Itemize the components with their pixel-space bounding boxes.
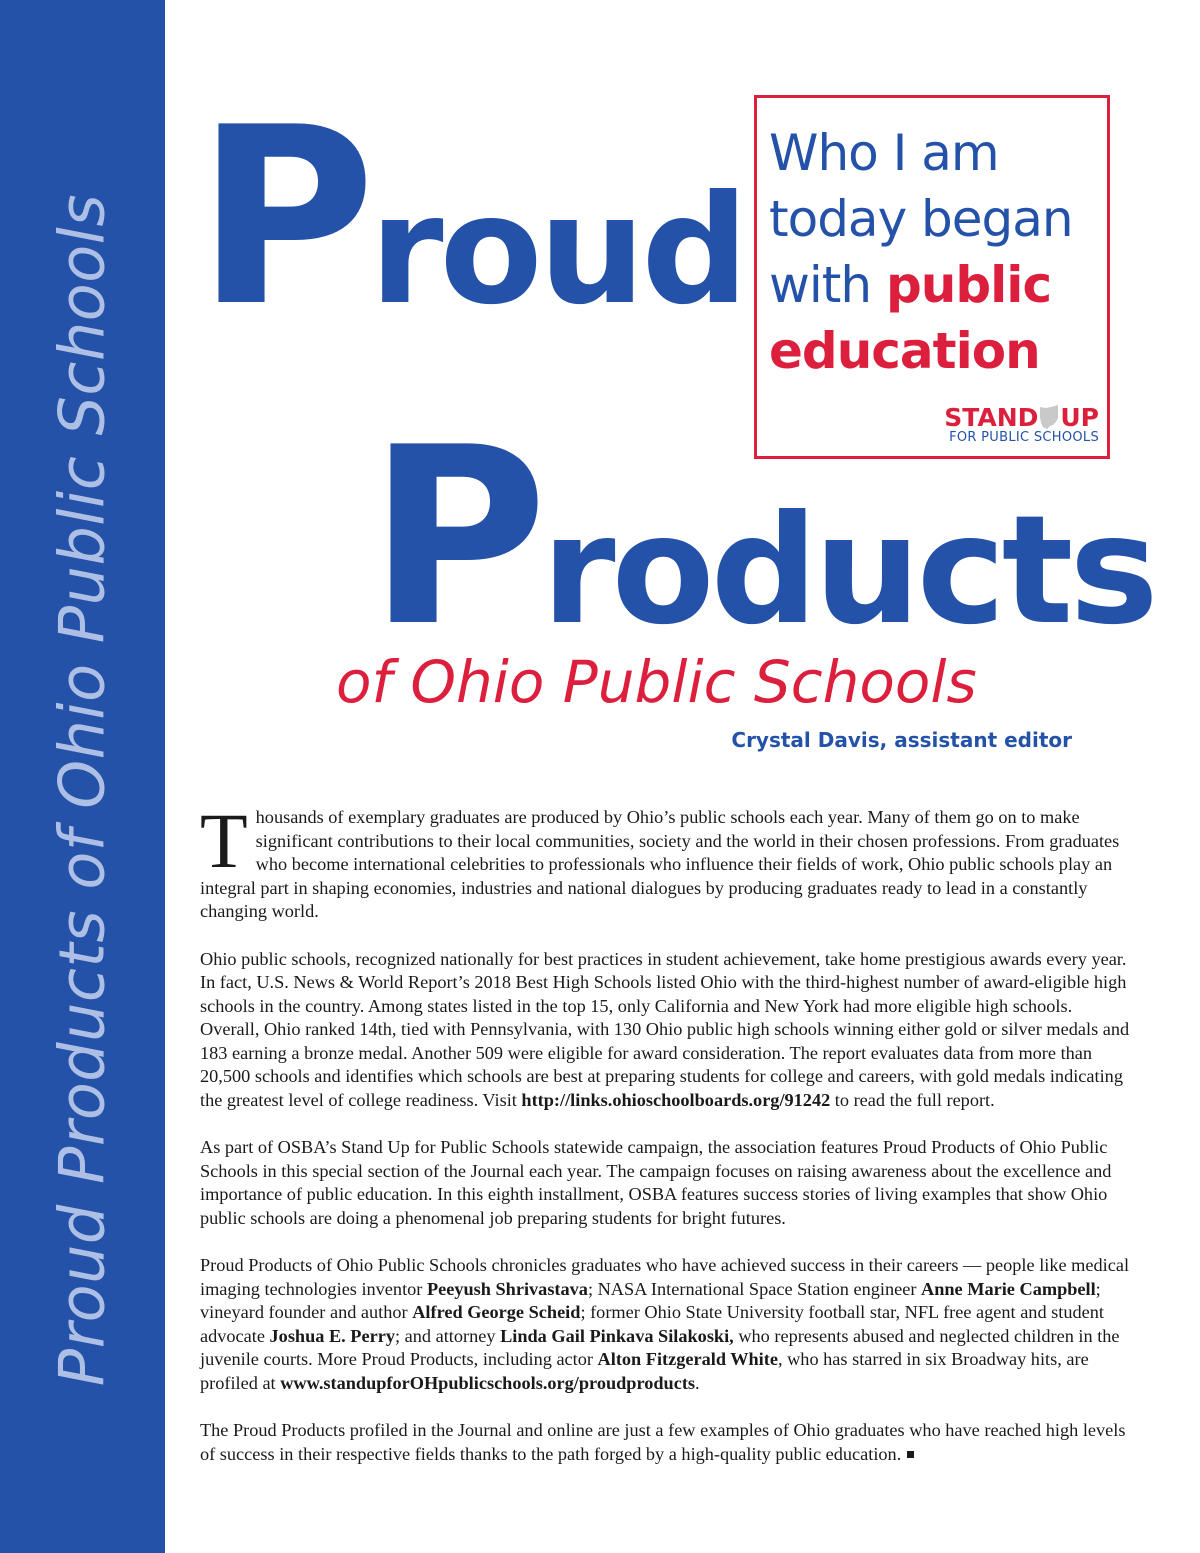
name-alfred-george-scheid: Alfred George Scheid: [412, 1302, 581, 1322]
article-paragraph-3: As part of OSBA’s Stand Up for Public Schools statewide campaign, the association features Proud Products of Ohio Public Schools in this special section of the Journal each year. The campaign focuses on raising awareness about the excellence and importance of public education. In this eighth installment, OSBA features success stories of living examples that show Ohio public schools are doing a phenomenal job preparing students for bright futures.: [200, 1137, 1112, 1228]
logo-tagline: FOR PUBLIC SCHOOLS: [949, 430, 1099, 446]
name-peeyush-shrivastava: Peeyush Shrivastava: [426, 1278, 588, 1299]
standup-logo: [944, 405, 1099, 446]
paragraph-4-part-g: , who has starred in six Broadway hits, are profiled at: [200, 1349, 1089, 1393]
callout-line-3-red: public: [885, 256, 1052, 314]
headline-initial-p-2: P: [368, 395, 542, 680]
callout-line-3: [769, 252, 1073, 318]
paragraph-2-end: to read the full report.: [830, 1089, 995, 1110]
callout-quote: [769, 120, 1073, 384]
callout-line-2: today began: [769, 190, 1073, 248]
report-link[interactable]: http://links.ohioschoolboards.org/91242: [521, 1089, 831, 1110]
name-joshua-perry: Joshua E. Perry: [269, 1325, 395, 1346]
sidebar-title: Proud Products of Ohio Public Schools: [45, 193, 119, 1387]
article-paragraph-1: [200, 797, 1132, 924]
logo-word-up: UP: [1060, 403, 1099, 433]
headline-initial-p: P: [196, 75, 370, 360]
callout-line-4: education: [769, 322, 1040, 380]
callout-line-1: Who I am: [769, 124, 999, 182]
article-paragraph-5: [200, 1419, 1132, 1466]
paragraph-4-part-e: ; and attorney: [394, 1325, 501, 1346]
article-paragraph-2: [200, 948, 1132, 1113]
name-alton-fitzgerald-white: Alton Fitzgerald White: [597, 1349, 778, 1369]
article-paragraph-4: [200, 1254, 1132, 1395]
headline-word-roud: roud: [369, 164, 745, 338]
proud-products-link[interactable]: www.standupforOHpublicschools.org/proudproducts: [280, 1372, 696, 1393]
name-anne-marie-campbell: Anne Marie Campbell: [921, 1278, 1096, 1299]
paragraph-4-part-f: who represents abused and neglected children in the juvenile courts. More Proud Products, including actor: [200, 1325, 1120, 1369]
drop-cap: T: [200, 797, 248, 884]
sidebar-banner: [0, 0, 165, 1553]
ohio-state-icon: [1039, 405, 1059, 429]
paragraph-4-part-b: ; NASA International Space Station engineer: [587, 1278, 921, 1299]
logo-word-stand: STAND: [944, 403, 1039, 433]
paragraph-4-part-c: ; vineyard founder and author: [200, 1278, 1101, 1322]
headline-line-proud: [196, 75, 745, 360]
paragraph-4-part-a: Proud Products of Ohio Public Schools chronicles graduates who have achieved success in their careers — people like medical imaging technologies inventor: [200, 1255, 1130, 1299]
headline-word-roducts: roducts: [541, 484, 1155, 658]
callout-box: [754, 95, 1110, 459]
end-mark-icon: [907, 1451, 914, 1458]
byline: Crystal Davis, assistant editor: [731, 728, 1072, 752]
headline-subtitle: of Ohio Public Schools: [336, 648, 977, 716]
paragraph-4-part-d: ; former Ohio State University football star, NFL free agent and student advocate: [200, 1302, 1104, 1346]
name-linda-silakoski: Linda Gail Pinkava Silakoski,: [500, 1325, 734, 1346]
paragraph-2-text: Ohio public schools, recognized nationally for best practices in student achievement, take home prestigious awards every year. In fact, U.S. News & World Report’s 2018 Best High Schools listed Ohio with the third-highest number of award-eligible high schools in the country. Among states listed in the top 15, only California and New York had more eligible high schools. Overall, Ohio ranked 14th, tied with Pennsylvania, with 130 Ohio public high schools winning either gold or silver medals and 183 earning a bronze medal. Another 509 were eligible for award consideration. The report evaluates data from more than 20,500 schools and identifies which schools are best at preparing students for college and careers, with gold medals indicating the greatest level of college readiness. Visit: [200, 948, 1130, 1110]
paragraph-4-end: .: [695, 1372, 700, 1393]
logo-wordmark: [944, 403, 1099, 433]
paragraph-1-text: housands of exemplary graduates are produced by Ohio’s public schools each year. Many of them go on to make significant contributions to their local communities, society and the world in their chosen professions. From graduates who become international celebrities to professionals who influence their fields of work, Ohio public schools play an integral part in shaping economies, industries and national dialogues by producing graduates ready to lead in a constantly changing world.: [200, 807, 1120, 921]
callout-line-3-plain: with: [769, 256, 886, 314]
article-body: [200, 797, 1132, 1490]
paragraph-5-text: The Proud Products profiled in the Journal and online are just a few examples of Ohio graduates who have reached high levels of success in their respective fields thanks to the path forged by a high-quality public education.: [200, 1420, 1126, 1464]
